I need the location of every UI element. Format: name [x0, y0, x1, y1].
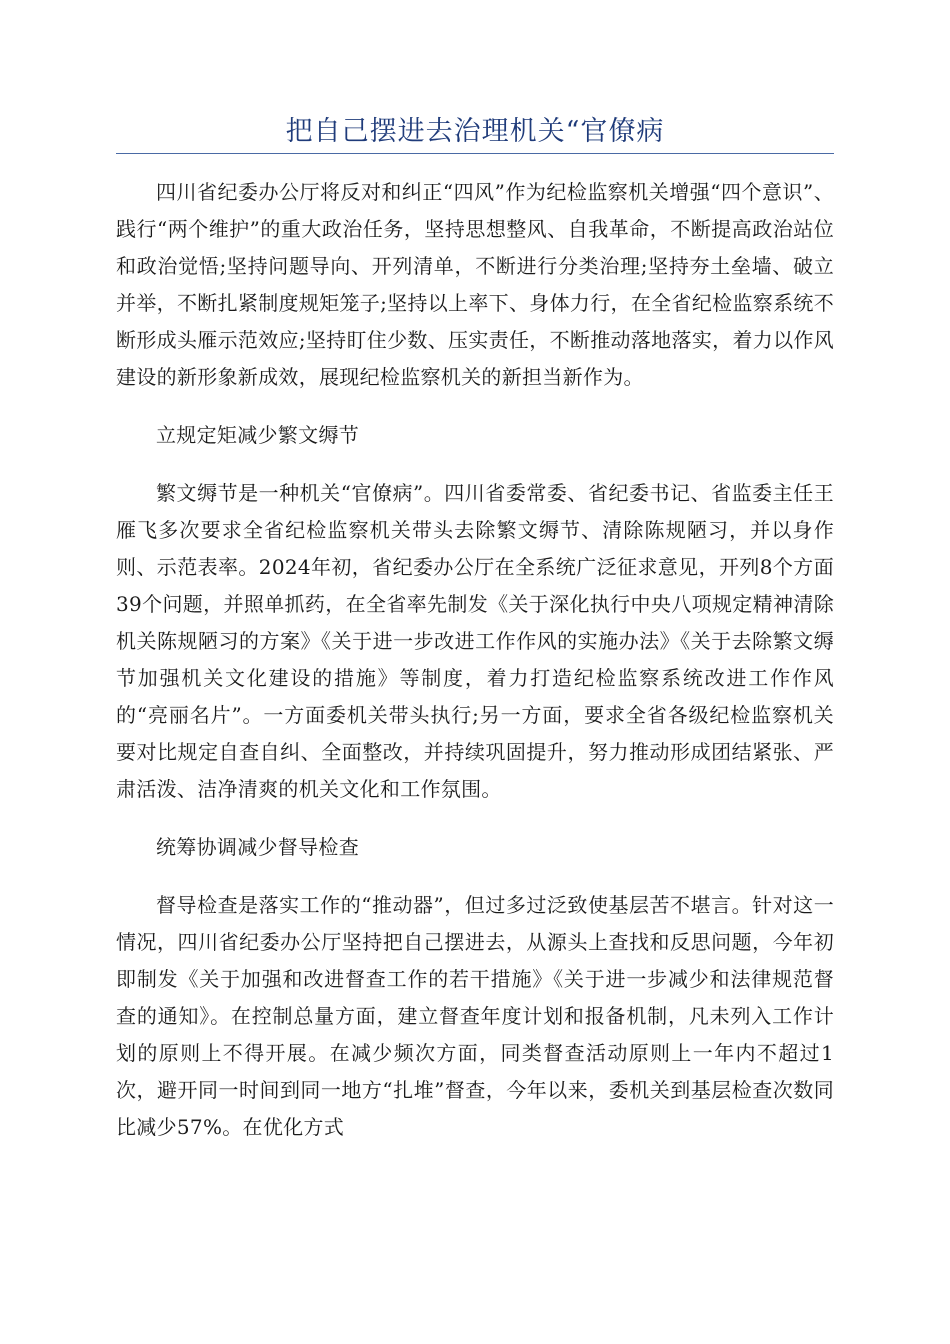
- document-title: 把自己摆进去治理机关“官僚病: [285, 116, 665, 147]
- paragraph-red-tape: 繁文缛节是一种机关“官僚病”。四川省委常委、省纪委书记、省监委主任王雁飞多次要求全省纪检监察机关带头去除繁文缛节、清除陈规陋习，并以身作则、示范表率。2024年初，省纪委办公厅在全系统广泛征求意见，开列8个方面39个问题，并照单抓药，在全省率先制发《关于深化执行中央八项规定精神清除机关陈规陋习的方案》《关于进一步改进工作作风的实施办法》《关于去除繁文缛节加强机关文化建设的措施》等制度，着力打造纪检监察系统改进工作作风的“亮丽名片”。一方面委机关带头执行;另一方面，要求全省各级纪检监察机关要对比规定自查自纠、全面整改，并持续巩固提升，努力推动形成团结紧张、严肃活泼、洁净清爽的机关文化和工作氛围。: [116, 481, 834, 801]
- paragraph-inspections: 督导检查是落实工作的“推动器”，但过多过泛致使基层苦不堪言。针对这一情况，四川省纪委办公厅坚持把自己摆进去，从源头上查找和反思问题，今年初即制发《关于加强和改进督查工作的若干措施》《关于进一步减少和法律规范督查的通知》。在控制总量方面，建立督查年度计划和报备机制，凡未列入工作计划的原则上不得开展。在减少频次方面，同类督查活动原则上一年内不超过1次，避开同一时间到同一地方“扎堆”督查，今年以来，委机关到基层检查次数同比减少57%。在优化方式: [116, 893, 834, 1139]
- title-underline: [116, 153, 834, 154]
- paragraph-intro: 四川省纪委办公厅将反对和纠正“四风”作为纪检监察机关增强“四个意识”、践行“两个维护”的重大政治任务，坚持思想整风、自我革命，不断提高政治站位和政治觉悟;坚持问题导向、开列清单，不断进行分类治理;坚持夯土垒墙、破立并举，不断扎紧制度规矩笼子;坚持以上率下、身体力行，在全省纪检监察系统不断形成头雁示范效应;坚持盯住少数、压实责任，不断推动落地落实，着力以作风建设的新形象新成效，展现纪检监察机关的新担当新作为。: [116, 180, 834, 389]
- section-heading-inspections: 统筹协调减少督导检查: [156, 835, 359, 859]
- section-heading-red-tape: 立规定矩减少繁文缛节: [156, 423, 359, 447]
- document-body: [116, 174, 834, 1167]
